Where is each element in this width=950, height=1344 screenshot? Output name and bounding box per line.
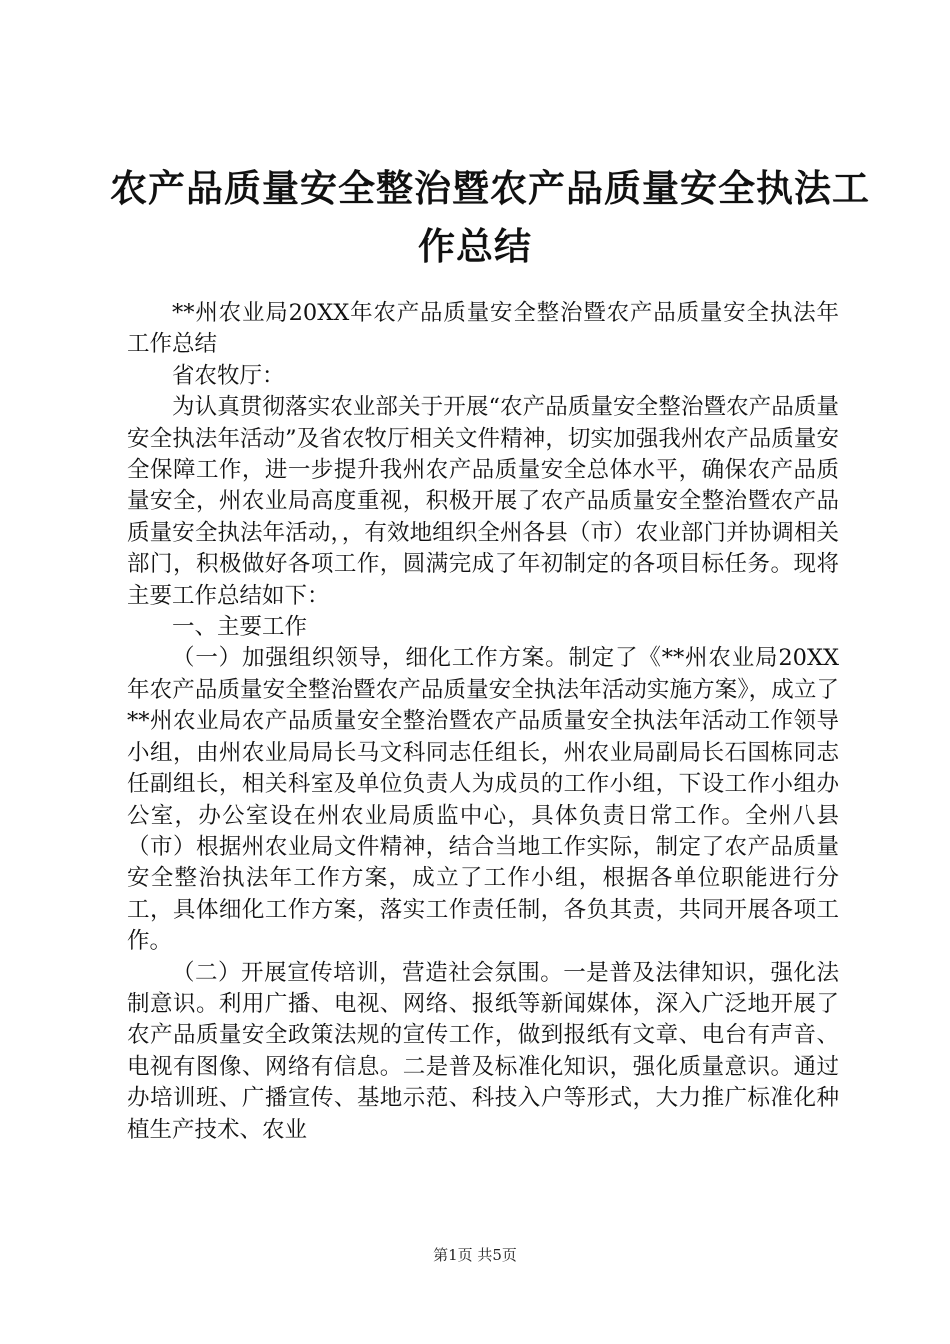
document-title-line-1: 农产品质量安全整治暨农产品质量安全执法工 xyxy=(110,167,870,210)
section-heading: 一、主要工作 xyxy=(172,614,308,641)
document-title-line-2: 作总结 xyxy=(418,225,532,268)
intro-paragraph: 为认真贯彻落实农业部关于开展“农产品质量安全整治暨农产品质量安全执法年活动”及省农牧厅相关文件精神，切实加强我州农产品质量安全保障工作，进一步提升我州农产品质量安全总体水平，确保农产品质量安全，州农业局高度重视，积极开展了农产品质量安全整治暨农产品质量安全执法年活动，，有效地组织全州各县（市）农业部门并协调相关部门，积极做好各项工作，圆满完成了年初制定的各项目标任务。现将主要工作总结如下： xyxy=(127,394,839,609)
page-footer: 第1页 共5页 xyxy=(433,1246,517,1264)
salutation-paragraph: 省农牧厅： xyxy=(172,362,285,389)
document-body xyxy=(127,298,839,1146)
section-2-paragraph: （二）开展宣传培训，营造社会氛围。一是普及法律知识，强化法制意识。利用广播、电视、网络、报纸等新闻媒体，深入广泛地开展了农产品质量安全政策法规的宣传工作，做到报纸有文章、电台有声音、电视有图像、网络有信息。二是普及标准化知识，强化质量意识。通过办培训班、广播宣传、基地示范、科技入户等形式，大力推广标准化种植生产技术、农业 xyxy=(127,959,839,1143)
section-1-paragraph: （一）加强组织领导，细化工作方案。制定了《**州农业局20XX年农产品质量安全整治暨农产品质量安全执法年活动实施方案》，成立了**州农业局农产品质量安全整治暨农产品质量安全执法年活动工作领导小组，由州农业局局长马文科同志任组长，州农业局副局长石国栋同志任副组长，相关科室及单位负责人为成员的工作小组，下设工作小组办公室，办公室设在州农业局质监中心，具体负责日常工作。全州八县（市）根据州农业局文件精神，结合当地工作实际，制定了农产品质量安全整治执法年工作方案，成立了工作小组，根据各单位职能进行分工，具体细化工作方案，落实工作责任制，各负其责，共同开展各项工作。 xyxy=(127,645,839,955)
subtitle-paragraph: **州农业局20XX年农产品质量安全整治暨农产品质量安全执法年工作总结 xyxy=(127,300,839,358)
